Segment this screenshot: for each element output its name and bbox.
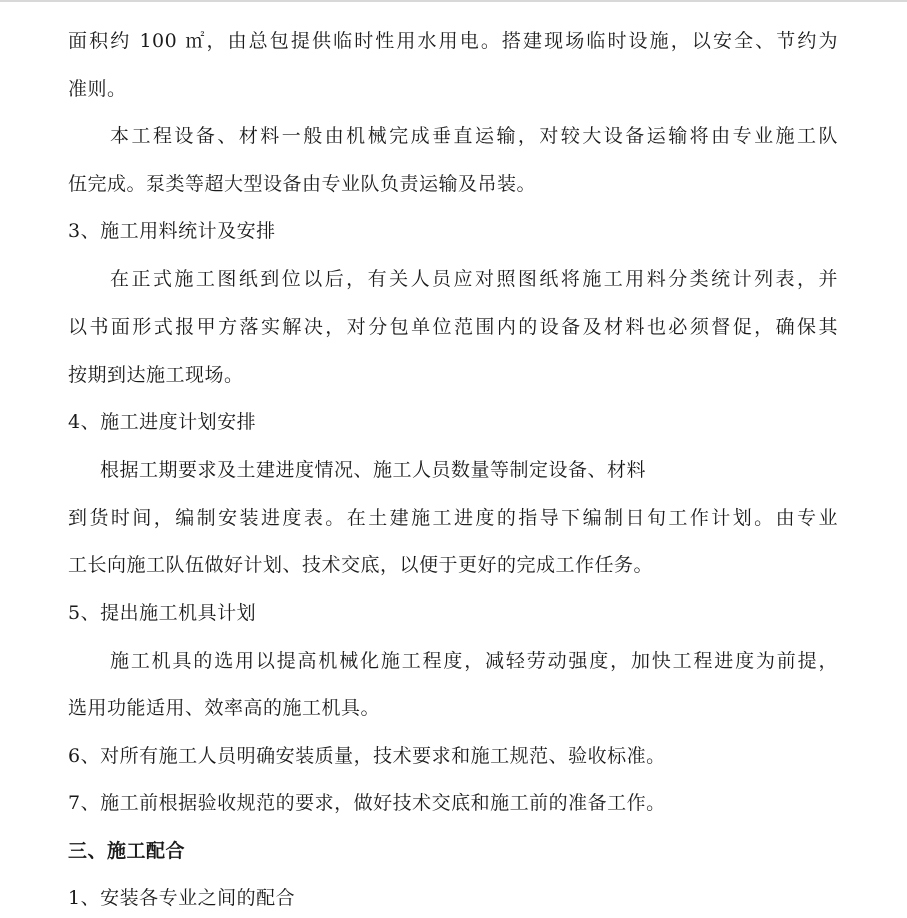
paragraph-line: 工长向施工队伍做好计划、技术交底，以便于更好的完成工作任务。 <box>68 554 654 576</box>
paragraph-line: 选用功能适用、效率高的施工机具。 <box>68 697 381 719</box>
paragraph-line: 在正式施工图纸到位以后，有关人员应对照图纸将施工用料分类统计列表，并 <box>110 268 838 290</box>
paragraph-line: 根据工期要求及土建进度情况、施工人员数量等制定设备、材料 <box>100 459 647 481</box>
section-heading: 1、安装各专业之间的配合 <box>68 887 296 909</box>
paragraph-line: 到货时间，编制安装进度表。在土建施工进度的指导下编制日旬工作计划。由专业 <box>68 507 838 529</box>
paragraph-line: 伍完成。泵类等超大型设备由专业队负责运输及吊装。 <box>68 173 537 195</box>
paragraph-line: 本工程设备、材料一般由机械完成垂直运输，对较大设备运输将由专业施工队 <box>110 125 838 147</box>
section-heading: 5、提出施工机具计划 <box>68 602 257 624</box>
paragraph-line: 准则。 <box>68 78 127 100</box>
paragraph-line: 以书面形式报甲方落实解决，对分包单位范围内的设备及材料也必须督促，确保其 <box>68 316 838 338</box>
paragraph-line: 按期到达施工现场。 <box>68 364 244 386</box>
paragraph-line: 施工机具的选用以提高机械化施工程度，减轻劳动强度，加快工程进度为前提， <box>110 650 838 672</box>
list-item: 6、对所有施工人员明确安装质量，技术要求和施工规范、验收标准。 <box>68 745 666 767</box>
list-item: 7、施工前根据验收规范的要求，做好技术交底和施工前的准备工作。 <box>68 792 666 814</box>
section-heading: 4、施工进度计划安排 <box>68 411 257 433</box>
paragraph-line: 面积约 100 ㎡，由总包提供临时性用水用电。搭建现场临时设施，以安全、节约为 <box>68 30 838 52</box>
section-heading: 3、施工用料统计及安排 <box>68 220 276 242</box>
chapter-heading: 三、施工配合 <box>68 840 186 862</box>
